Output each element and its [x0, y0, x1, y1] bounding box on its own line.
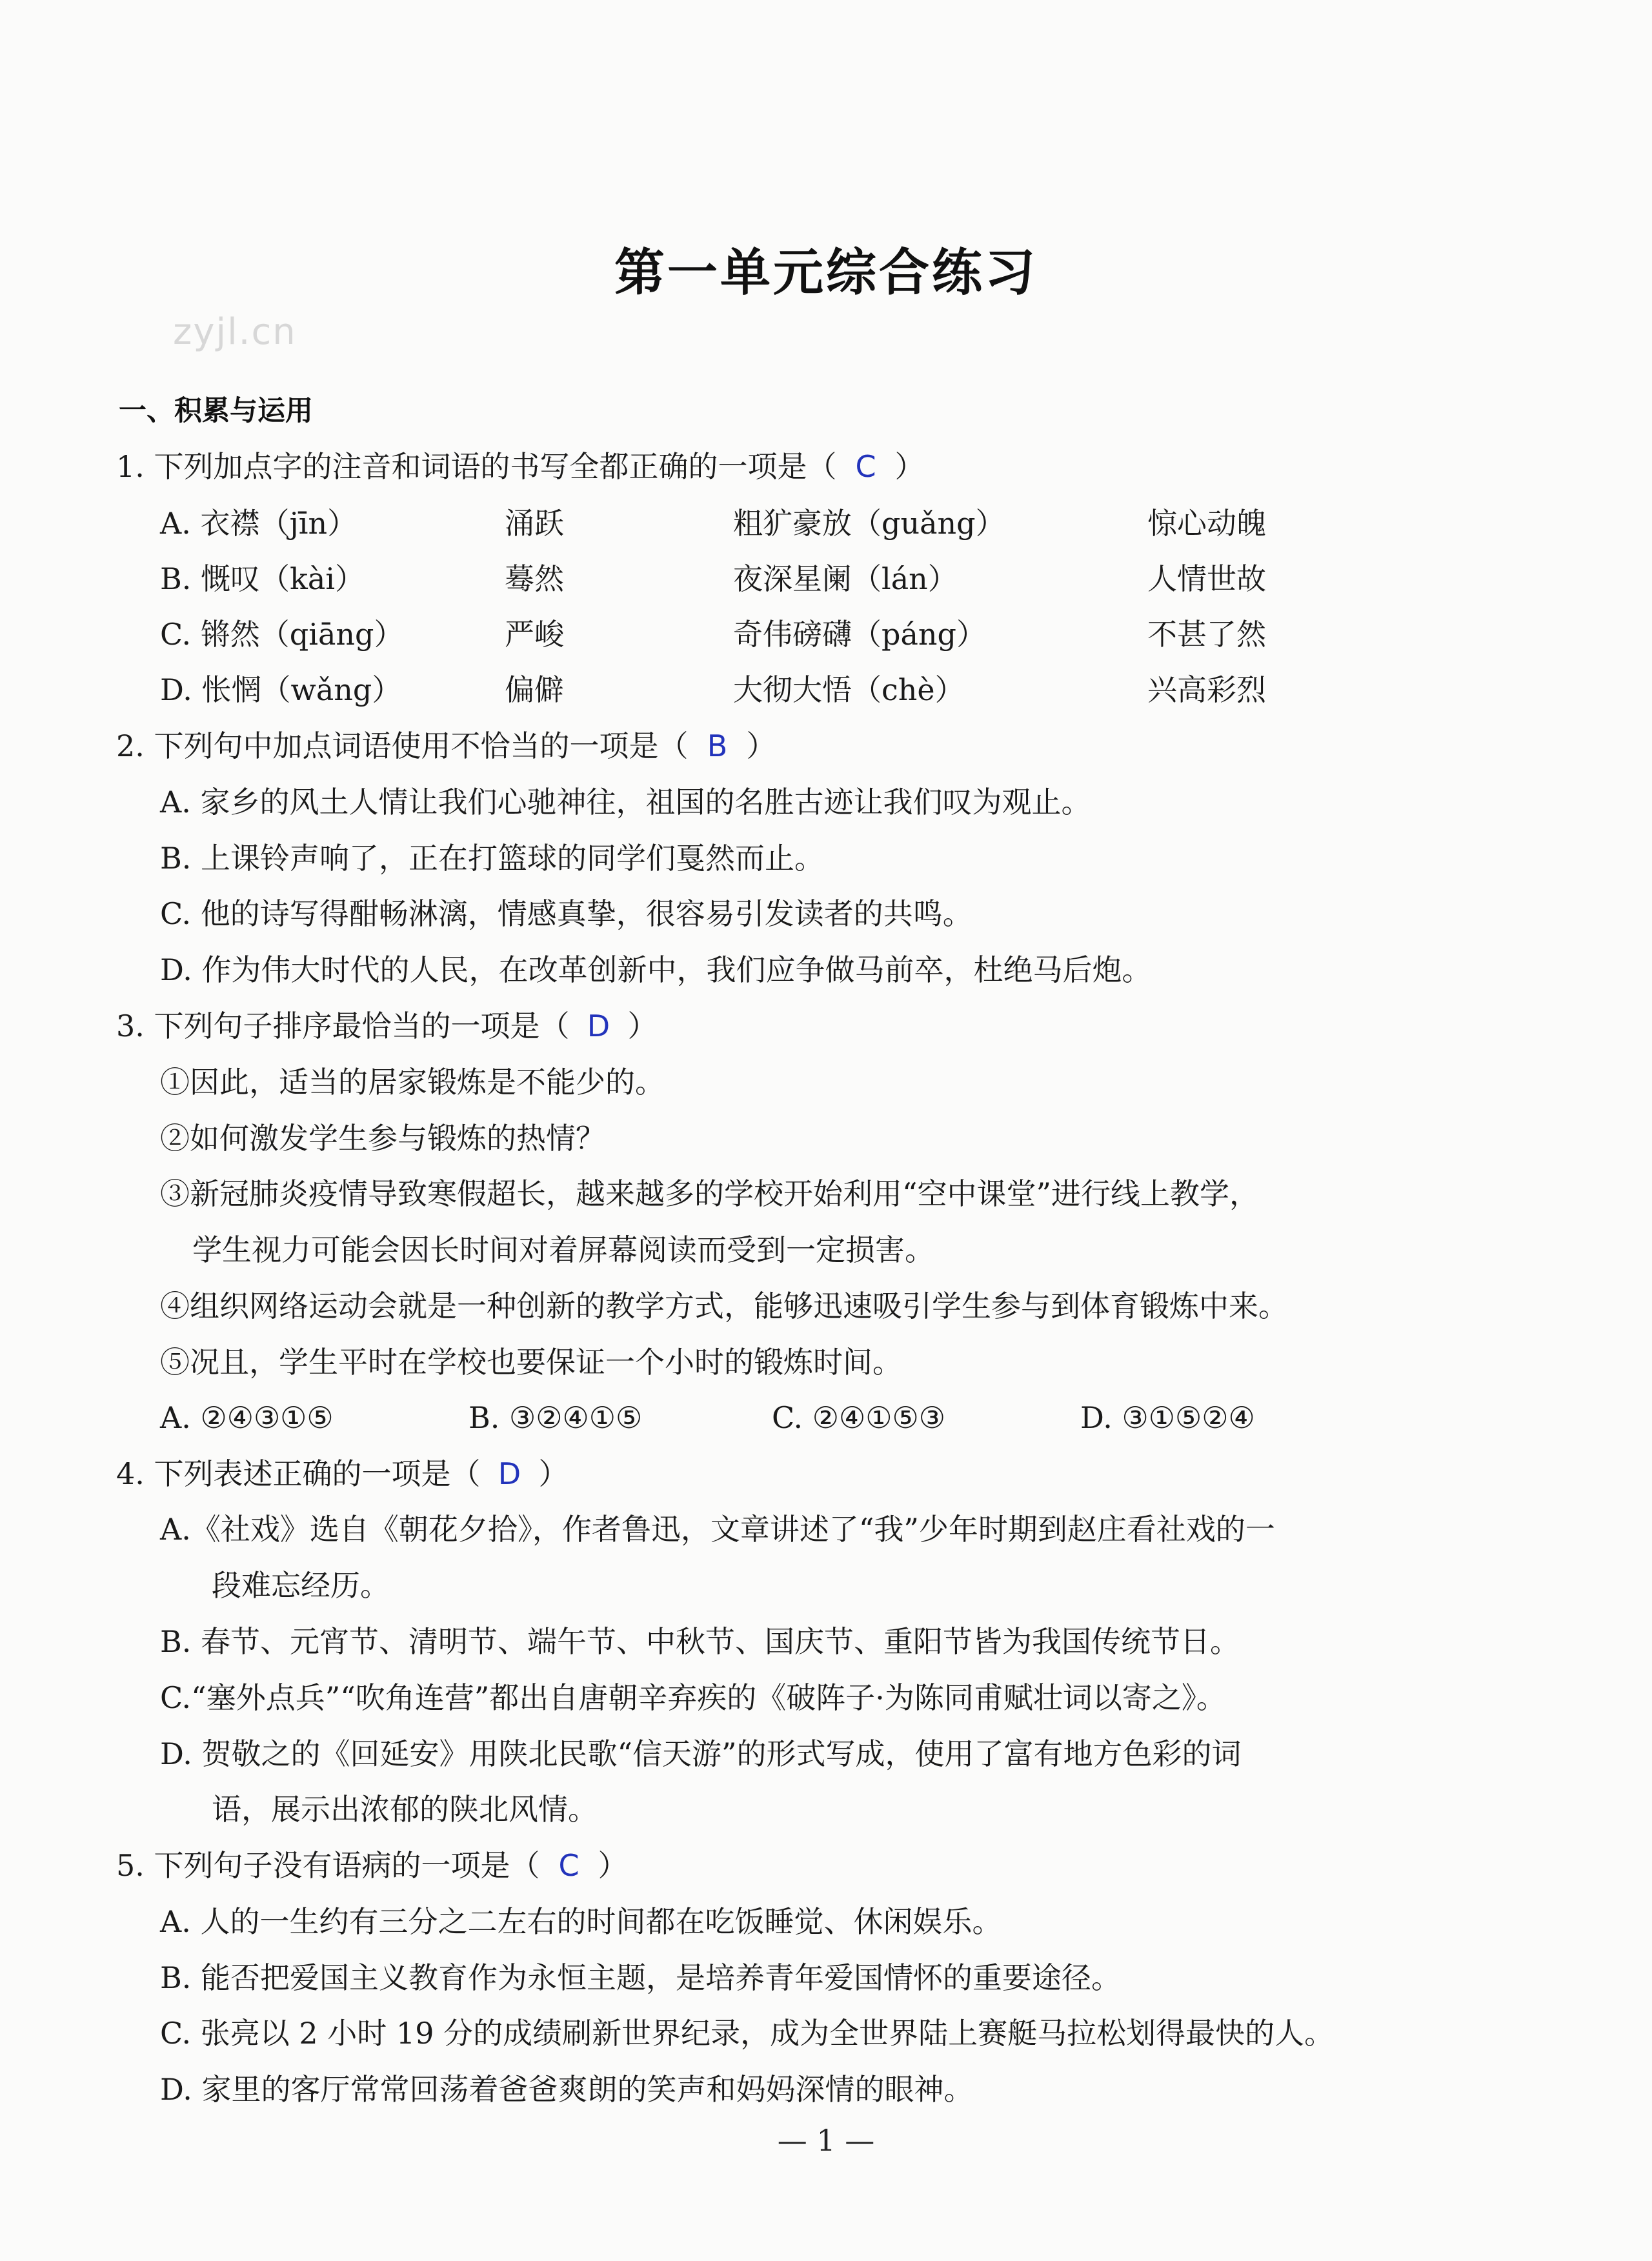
q1-row-c-col-2: 严峻 [505, 617, 564, 652]
q4-option-c: C.“塞外点兵”“吹角连营”都出自唐朝辛弃疾的《破阵子·为陈同甫赋壮词以寄之》。 [160, 1680, 1226, 1715]
q3-sentence-3-cont: 学生视力可能会因长时间对着屏幕阅读而受到一定损害。 [192, 1232, 934, 1267]
question-1-stem [116, 447, 925, 486]
question-2-text: 2. 下列句中加点词语使用不恰当的一项是（ [116, 729, 689, 763]
q5-option-c: C. 张亮以 2 小时 19 分的成绩刷新世界纪录，成为全世界陆上赛艇马拉松划得最快的人。 [160, 2016, 1335, 2051]
q1-row-d-col-3: 大彻大悟（chè） [733, 672, 965, 707]
question-3-answer: D [587, 1009, 610, 1043]
question-1-answer: C [855, 449, 876, 484]
q3-choice-b: B. ③②④①⑤ [468, 1400, 643, 1435]
question-3-close: ） [627, 1009, 658, 1043]
q3-choice-c: C. ②④①⑤③ [772, 1400, 945, 1435]
page-title: 第一单元综合练习 [614, 244, 1038, 302]
q2-option-a: A. 家乡的风土人情让我们心驰神往，祖国的名胜古迹让我们叹为观止。 [160, 785, 1091, 819]
q1-row-c-col-4: 不甚了然 [1147, 617, 1266, 652]
q3-sentence-3: ③新冠肺炎疫情导致寒假超长，越来越多的学校开始利用“空中课堂”进行线上教学， [160, 1176, 1260, 1211]
q3-sentence-5: ⑤况且，学生平时在学校也要保证一个小时的锻炼时间。 [160, 1345, 902, 1380]
q4-option-d: D. 贺敬之的《回延安》用陕北民歌“信天游”的形式写成，使用了富有地方色彩的词 [160, 1736, 1242, 1771]
question-2-answer: B [707, 729, 728, 763]
q1-row-b-col-1: B. 慨叹（kài） [160, 561, 365, 596]
question-4-close: ） [538, 1456, 569, 1491]
q1-row-c-col-1: C. 锵然（qiāng） [160, 617, 404, 652]
q5-option-a: A. 人的一生约有三分之二左右的时间都在吃饭睡觉、休闲娱乐。 [160, 1904, 1002, 1939]
q2-option-c: C. 他的诗写得酣畅淋漓，情感真挚，很容易引发读者的共鸣。 [160, 896, 972, 931]
q1-row-d-col-4: 兴高彩烈 [1147, 672, 1266, 707]
question-4-text: 4. 下列表述正确的一项是（ [116, 1456, 481, 1491]
q1-row-b-col-3: 夜深星阑（lán） [733, 561, 958, 596]
q3-sentence-1: ①因此，适当的居家锻炼是不能少的。 [160, 1065, 665, 1100]
q4-option-a: A.《社戏》选自《朝花夕拾》，作者鲁迅，文章讲述了“我”少年时期到赵庄看社戏的一 [160, 1512, 1275, 1547]
q4-option-a-cont: 段难忘经历。 [212, 1568, 390, 1603]
question-1-text: 1. 下列加点字的注音和词语的书写全都正确的一项是（ [116, 449, 837, 484]
question-3-text: 3. 下列句子排序最恰当的一项是（ [116, 1009, 570, 1043]
question-2-stem [116, 727, 776, 765]
q1-row-b-col-2: 蓦然 [505, 561, 564, 596]
q5-option-b: B. 能否把爱国主义教育作为永恒主题，是培养青年爱国情怀的重要途径。 [160, 1960, 1122, 1995]
q3-choice-a: A. ②④③①⑤ [160, 1400, 334, 1435]
q2-option-d: D. 作为伟大时代的人民，在改革创新中，我们应争做马前卒，杜绝马后炮。 [160, 952, 1152, 987]
question-5-text: 5. 下列句子没有语病的一项是（ [116, 1848, 540, 1883]
q1-row-a-col-2: 涌跃 [505, 506, 564, 541]
q2-option-b: B. 上课铃声响了，正在打篮球的同学们戛然而止。 [160, 841, 825, 876]
question-5-stem [116, 1846, 628, 1885]
q4-option-b: B. 春节、元宵节、清明节、端午节、中秋节、国庆节、重阳节皆为我国传统节日。 [160, 1624, 1240, 1659]
q3-choice-d: D. ③①⑤②④ [1080, 1400, 1255, 1435]
q5-option-d: D. 家里的客厅常常回荡着爸爸爽朗的笑声和妈妈深情的眼神。 [160, 2072, 974, 2107]
q1-row-a-col-3: 粗犷豪放（guǎng） [733, 506, 1005, 541]
q1-row-c-col-3: 奇伟磅礴（páng） [733, 617, 986, 652]
question-5-close: ） [598, 1848, 628, 1883]
watermark: zyjl.cn [173, 311, 297, 353]
section-heading: 一、积累与运用 [119, 395, 313, 427]
q1-row-d-col-1: D. 怅惘（wǎng） [160, 672, 402, 707]
q1-row-d-col-2: 偏僻 [505, 672, 564, 707]
q1-row-a-col-1: A. 衣襟（jīn） [160, 506, 358, 541]
q1-row-b-col-4: 人情世故 [1147, 561, 1266, 596]
question-4-answer: D [498, 1456, 521, 1491]
question-3-stem [116, 1007, 658, 1045]
question-4-stem [116, 1454, 569, 1493]
question-1-close: ） [894, 449, 925, 484]
q1-row-a-col-4: 惊心动魄 [1147, 506, 1266, 541]
q3-sentence-4: ④组织网络运动会就是一种创新的教学方式，能够迅速吸引学生参与到体育锻炼中来。 [160, 1289, 1288, 1323]
page-number: — 1 — [777, 2123, 875, 2158]
q4-option-d-cont: 语，展示出浓郁的陕北风情。 [212, 1792, 598, 1827]
question-5-answer: C [558, 1848, 579, 1883]
q3-sentence-2: ②如何激发学生参与锻炼的热情？ [160, 1121, 605, 1156]
question-2-close: ） [746, 729, 776, 763]
